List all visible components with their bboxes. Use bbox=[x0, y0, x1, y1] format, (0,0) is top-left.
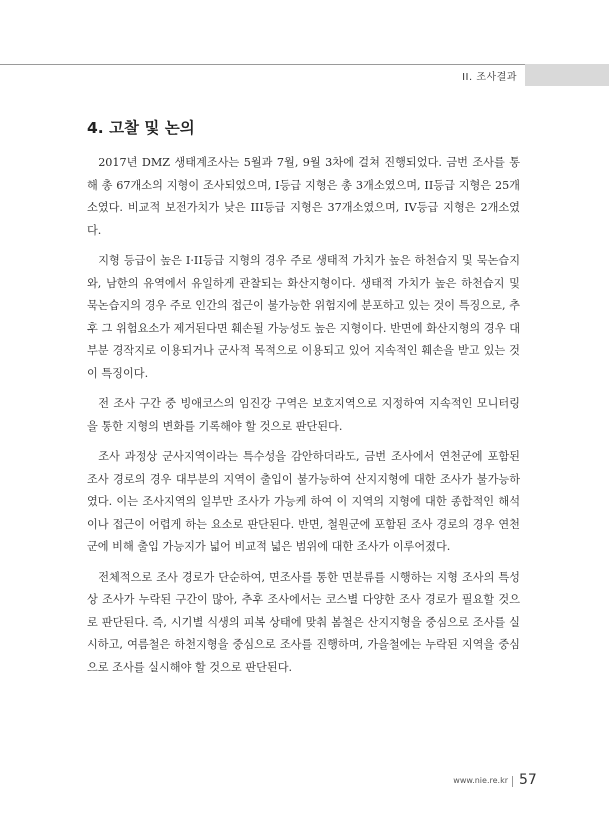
paragraph-1: 2017년 DMZ 생태계조사는 5월과 7월, 9월 3차에 걸쳐 진행되었다. 금번 조사를 통해 총 67개소의 지형이 조사되었으며, I등급 지형은 총 3개소였으며, II등급 지형은 25개소였다. 비교적 보전가치가 낮은 III등급 지형은 37개소였으며, IV등급 지형은 2개소였다. bbox=[87, 156, 520, 237]
section-heading: 4. 고찰 및 논의 bbox=[87, 119, 195, 137]
header-rule bbox=[0, 64, 609, 65]
paragraph-4: 조사 과정상 군사지역이라는 특수성을 감안하더라도, 금번 조사에서 연천군에 포함된 조사 경로의 경우 대부분의 지역이 출입이 불가능하여 산지지형에 대한 조사가 불가능하였다. 이는 조사지역의 일부만 조사가 가능케 하여 이 지역의 지형에 대한 종합적인 해석이나 접근이 어렵게 하는 요소로 판단된다. 반면, 철원군에 포함된 조사 경로의 경우 연천군에 비해 출입 가능지가 넓어 비교적 넓은 범위에 대한 조사가 이루어졌다. bbox=[87, 450, 520, 553]
chapter-label: II. 조사결과 bbox=[462, 72, 517, 83]
footer-separator bbox=[512, 776, 513, 787]
paragraph-2: 지형 등급이 높은 I·II등급 지형의 경우 주로 생태적 가치가 높은 하천습지 및 묵논습지와, 남한의 유역에서 유일하게 관찰되는 화산지형이다. 생태적 가치가 높은 하천습지 및 묵논습지의 경우 주로 인간의 접근이 불가능한 위험지에 분포하고 있는 것이 특징으로, 추후 그 위험요소가 제거된다면 훼손될 가능성도 높은 지형이다. 반면에 화산지형의 경우 대부분 경작지로 이용되거나 군사적 목적으로 이용되고 있어 지속적인 훼손을 받고 있는 것이 특징이다. bbox=[87, 254, 520, 380]
footer-url: www.nie.re.kr bbox=[453, 776, 508, 785]
chapter-tab bbox=[525, 64, 609, 86]
page-number: 57 bbox=[519, 772, 537, 788]
paragraph-3: 전 조사 구간 중 빙애코스의 임진강 구역은 보호지역으로 지정하여 지속적인 모니터링을 통한 지형의 변화를 기록해야 할 것으로 판단된다. bbox=[87, 397, 520, 433]
body-text bbox=[87, 152, 520, 687]
paragraph-5: 전체적으로 조사 경로가 단순하여, 면조사를 통한 면분류를 시행하는 지형 조사의 특성상 조사가 누락된 구간이 많아, 추후 조사에서는 코스별 다양한 조사 경로가 필요할 것으로 판단된다. 즉, 시기별 식생의 피복 상태에 맞춰 봄철은 산지지형을 중심으로 조사를 실시하고, 여름철은 하천지형을 중심으로 조사를 진행하며, 가을철에는 누락된 지역을 중심으로 조사를 실시해야 할 것으로 판단된다. bbox=[87, 570, 520, 674]
